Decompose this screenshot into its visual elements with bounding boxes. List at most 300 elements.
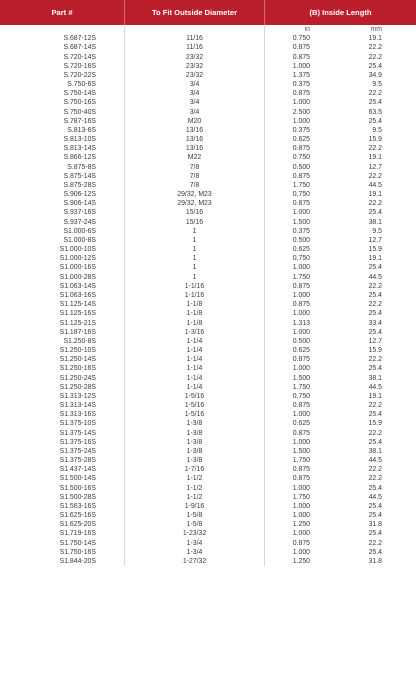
length-mm-cell: 15.9 xyxy=(368,347,382,355)
part-number-cell: S1.063-14S xyxy=(59,282,96,290)
outside-diameter-cell: 1 xyxy=(124,263,264,272)
length-mm-cell: 19.1 xyxy=(368,154,382,162)
length-mm-cell: 22.2 xyxy=(368,539,382,547)
outside-diameter-cell: 1-5/16 xyxy=(124,401,264,410)
length-mm-cell: 44.5 xyxy=(368,493,382,501)
part-number-cell: S.750-14S xyxy=(63,90,96,98)
outside-diameter-cell: 1-1/2 xyxy=(124,474,264,483)
length-in-cell: 1.000 xyxy=(264,529,340,538)
table-row xyxy=(0,429,416,438)
outside-diameter-cell: 1 xyxy=(124,273,264,282)
part-number-cell: S1.750-14S xyxy=(59,539,96,547)
part-number-cell: S1.063-16S xyxy=(59,291,96,299)
length-mm-cell: 22.2 xyxy=(368,53,382,61)
length-in-cell: 1.750 xyxy=(264,493,340,502)
length-in-cell: 1.000 xyxy=(264,364,340,373)
part-number-cell: S1.313-14S xyxy=(59,402,96,410)
table-row xyxy=(0,465,416,474)
part-number-cell: S1.125-16S xyxy=(59,310,96,318)
table-row xyxy=(0,493,416,502)
length-in-cell: 0.375 xyxy=(264,80,340,89)
table-row xyxy=(0,236,416,245)
length-in-cell: 0.875 xyxy=(264,172,340,181)
outside-diameter-cell: 1-1/4 xyxy=(124,355,264,364)
length-in-cell: 1.750 xyxy=(264,383,340,392)
length-mm-cell: 44.5 xyxy=(368,273,382,281)
length-mm-cell: 19.1 xyxy=(368,255,382,263)
length-in-cell: 1.000 xyxy=(264,438,340,447)
table-row xyxy=(0,410,416,419)
length-mm-cell: 9.5 xyxy=(372,81,382,89)
outside-diameter-cell: 1-3/4 xyxy=(124,548,264,557)
length-in-cell: 1.250 xyxy=(264,557,340,566)
length-in-cell: 0.500 xyxy=(264,236,340,245)
table-row xyxy=(0,447,416,456)
outside-diameter-cell: 1-1/4 xyxy=(124,346,264,355)
table-row xyxy=(0,419,416,428)
length-in-cell: 1.000 xyxy=(264,291,340,300)
length-in-cell: 1.500 xyxy=(264,218,340,227)
table-row xyxy=(0,557,416,566)
length-in-cell: 0.875 xyxy=(264,401,340,410)
length-in-cell: 0.875 xyxy=(264,199,340,208)
length-mm-cell: 25.4 xyxy=(368,117,382,125)
table-row xyxy=(0,291,416,300)
table-row xyxy=(0,273,416,282)
length-mm-cell: 25.4 xyxy=(368,291,382,299)
outside-diameter-cell: 1-7/16 xyxy=(124,465,264,474)
length-mm-cell: 19.1 xyxy=(368,191,382,199)
length-in-cell: 1.750 xyxy=(264,181,340,190)
units-blank-od xyxy=(124,25,264,34)
length-mm-cell: 25.4 xyxy=(368,209,382,217)
outside-diameter-cell: 3/4 xyxy=(124,80,264,89)
outside-diameter-cell: 3/4 xyxy=(124,89,264,98)
part-number-cell: S.866-12S xyxy=(63,154,96,162)
length-in-cell: 1.000 xyxy=(264,502,340,511)
part-number-cell: S.906-14S xyxy=(63,200,96,208)
length-in-cell: 1.000 xyxy=(264,263,340,272)
part-number-cell: S1.719-16S xyxy=(59,530,96,538)
part-number-cell: S1.375-24S xyxy=(59,447,96,455)
table-row xyxy=(0,438,416,447)
table-row xyxy=(0,80,416,89)
part-number-cell: S.875-8S xyxy=(67,163,96,171)
length-mm-cell: 25.4 xyxy=(368,484,382,492)
table-row xyxy=(0,374,416,383)
length-mm-cell: 38.1 xyxy=(368,447,382,455)
outside-diameter-cell: 1-5/16 xyxy=(124,410,264,419)
table-row xyxy=(0,484,416,493)
part-number-cell: S1.250-14S xyxy=(59,356,96,364)
outside-diameter-cell: 1-3/8 xyxy=(124,438,264,447)
outside-diameter-cell: 1-23/32 xyxy=(124,529,264,538)
table-row xyxy=(0,456,416,465)
spec-table-body xyxy=(0,25,416,566)
part-number-cell: S1.000-16S xyxy=(59,264,96,272)
length-mm-cell: 25.4 xyxy=(368,365,382,373)
part-number-cell: S.787-16S xyxy=(63,117,96,125)
table-row xyxy=(0,520,416,529)
length-in-cell: 0.500 xyxy=(264,163,340,172)
table-row xyxy=(0,511,416,520)
table-row xyxy=(0,401,416,410)
part-number-cell: S1.625-16S xyxy=(59,512,96,520)
part-number-cell: S.720-14S xyxy=(63,53,96,61)
outside-diameter-cell: 1-5/8 xyxy=(124,520,264,529)
outside-diameter-cell: 1-3/16 xyxy=(124,328,264,337)
length-in-cell: 0.875 xyxy=(264,429,340,438)
length-mm-cell: 19.1 xyxy=(368,35,382,43)
table-row xyxy=(0,135,416,144)
table-header xyxy=(0,0,416,25)
table-row xyxy=(0,282,416,291)
table-row xyxy=(0,227,416,236)
outside-diameter-cell: 1-5/8 xyxy=(124,511,264,520)
table-row xyxy=(0,300,416,309)
length-in-cell: 0.875 xyxy=(264,282,340,291)
part-number-cell: S.750-6S xyxy=(67,81,96,89)
length-in-cell: 0.875 xyxy=(264,474,340,483)
part-number-cell: S1.000-12S xyxy=(59,255,96,263)
outside-diameter-cell: 13/16 xyxy=(124,144,264,153)
part-number-cell: S1.313-12S xyxy=(59,392,96,400)
length-in-cell: 1.250 xyxy=(264,520,340,529)
length-in-cell: 0.625 xyxy=(264,135,340,144)
table-row xyxy=(0,144,416,153)
outside-diameter-cell: 3/4 xyxy=(124,108,264,117)
outside-diameter-cell: 1-3/8 xyxy=(124,419,264,428)
table-row xyxy=(0,62,416,71)
outside-diameter-cell: 1-1/4 xyxy=(124,337,264,346)
outside-diameter-cell: M20 xyxy=(124,117,264,126)
outside-diameter-cell: 11/16 xyxy=(124,34,264,43)
part-number-cell: S1.125-21S xyxy=(59,319,96,327)
part-number-cell: S1.375-10S xyxy=(59,420,96,428)
part-number-cell: S1.500-28S xyxy=(59,493,96,501)
length-in-cell: 0.625 xyxy=(264,419,340,428)
outside-diameter-cell: 7/8 xyxy=(124,181,264,190)
length-in-cell: 0.375 xyxy=(264,126,340,135)
length-mm-cell: 22.2 xyxy=(368,356,382,364)
part-number-cell: S.875-14S xyxy=(63,172,96,180)
length-mm-cell: 44.5 xyxy=(368,181,382,189)
table-row xyxy=(0,172,416,181)
part-number-cell: S1.250-28S xyxy=(59,383,96,391)
outside-diameter-cell: 1 xyxy=(124,245,264,254)
outside-diameter-cell: 1-3/4 xyxy=(124,539,264,548)
part-number-cell: S.750-16S xyxy=(63,99,96,107)
table-row xyxy=(0,126,416,135)
table-row xyxy=(0,364,416,373)
part-number-cell: S1.000-28S xyxy=(59,273,96,281)
length-in-cell: 2.500 xyxy=(264,108,340,117)
outside-diameter-cell: 1-1/16 xyxy=(124,282,264,291)
part-number-cell: S1.563-16S xyxy=(59,502,96,510)
length-mm-cell: 25.4 xyxy=(368,328,382,336)
length-mm-cell: 25.4 xyxy=(368,62,382,70)
length-in-cell: 0.875 xyxy=(264,89,340,98)
outside-diameter-cell: 1-27/32 xyxy=(124,557,264,566)
part-number-cell: S.937-24S xyxy=(63,218,96,226)
outside-diameter-cell: 15/16 xyxy=(124,218,264,227)
table-row xyxy=(0,548,416,557)
outside-diameter-cell: 11/16 xyxy=(124,43,264,52)
outside-diameter-cell: 1 xyxy=(124,227,264,236)
outside-diameter-cell: 1-3/8 xyxy=(124,456,264,465)
part-number-cell: S.687-14S xyxy=(63,44,96,52)
outside-diameter-cell: 1-1/8 xyxy=(124,309,264,318)
table-row xyxy=(0,245,416,254)
table-row xyxy=(0,474,416,483)
length-mm-cell: 38.1 xyxy=(368,218,382,226)
length-mm-cell: 22.2 xyxy=(368,172,382,180)
length-mm-cell: 22.2 xyxy=(368,44,382,52)
length-mm-cell: 25.4 xyxy=(368,264,382,272)
table-row xyxy=(0,208,416,217)
outside-diameter-cell: 29/32, M23 xyxy=(124,199,264,208)
outside-diameter-cell: 29/32, M23 xyxy=(124,190,264,199)
table-row xyxy=(0,337,416,346)
length-mm-cell: 12.7 xyxy=(368,337,382,345)
table-row xyxy=(0,263,416,272)
outside-diameter-cell: 23/32 xyxy=(124,53,264,62)
table-row xyxy=(0,309,416,318)
length-in-cell: 1.750 xyxy=(264,273,340,282)
length-mm-cell: 31.8 xyxy=(368,557,382,565)
table-row xyxy=(0,355,416,364)
length-mm-cell: 25.4 xyxy=(368,99,382,107)
outside-diameter-cell: M22 xyxy=(124,153,264,162)
outside-diameter-cell: 7/8 xyxy=(124,172,264,181)
length-in-cell: 1.000 xyxy=(264,548,340,557)
part-number-cell: S.813-14S xyxy=(63,145,96,153)
outside-diameter-cell: 3/4 xyxy=(124,98,264,107)
header-inside-length: (B) Inside Length xyxy=(264,0,416,25)
length-in-cell: 0.875 xyxy=(264,300,340,309)
part-number-cell: S1.375-28S xyxy=(59,457,96,465)
length-mm-cell: 25.4 xyxy=(368,548,382,556)
table-row xyxy=(0,71,416,80)
length-in-cell: 0.750 xyxy=(264,153,340,162)
outside-diameter-cell: 1-5/16 xyxy=(124,392,264,401)
part-number-cell: S1.313-16S xyxy=(59,411,96,419)
length-mm-cell: 22.2 xyxy=(368,429,382,437)
length-mm-cell: 19.1 xyxy=(368,392,382,400)
length-in-cell: 0.500 xyxy=(264,337,340,346)
table-row xyxy=(0,43,416,52)
part-number-cell: S.720-22S xyxy=(63,71,96,79)
header-part-number: Part # xyxy=(51,8,73,17)
length-mm-cell: 22.2 xyxy=(368,145,382,153)
length-mm-cell: 44.5 xyxy=(368,383,382,391)
outside-diameter-cell: 1-1/4 xyxy=(124,383,264,392)
length-in-cell: 1.000 xyxy=(264,208,340,217)
length-mm-cell: 22.2 xyxy=(368,466,382,474)
length-in-cell: 0.625 xyxy=(264,346,340,355)
length-in-cell: 0.875 xyxy=(264,43,340,52)
table-row xyxy=(0,190,416,199)
length-mm-cell: 25.4 xyxy=(368,310,382,318)
table-row xyxy=(0,254,416,263)
outside-diameter-cell: 7/8 xyxy=(124,163,264,172)
part-number-cell: S.813-10S xyxy=(63,136,96,144)
table-row xyxy=(0,153,416,162)
part-number-cell: S1.125-14S xyxy=(59,301,96,309)
length-mm-cell: 38.1 xyxy=(368,374,382,382)
table-row xyxy=(0,89,416,98)
outside-diameter-cell: 23/32 xyxy=(124,62,264,71)
part-number-cell: S1.500-16S xyxy=(59,484,96,492)
length-mm-cell: 25.4 xyxy=(368,502,382,510)
length-in-cell: 1.500 xyxy=(264,374,340,383)
length-in-cell: 1.000 xyxy=(264,62,340,71)
length-in-cell: 0.875 xyxy=(264,355,340,364)
part-number-cell: S1.250-24S xyxy=(59,374,96,382)
units-blank-part xyxy=(0,25,124,34)
length-mm-cell: 22.2 xyxy=(368,282,382,290)
table-row xyxy=(0,199,416,208)
table-row xyxy=(0,346,416,355)
length-in-cell: 0.875 xyxy=(264,144,340,153)
table-row xyxy=(0,502,416,511)
table-row xyxy=(0,98,416,107)
outside-diameter-cell: 1-1/2 xyxy=(124,484,264,493)
part-number-cell: S1.844-20S xyxy=(59,557,96,565)
length-in-cell: 1.750 xyxy=(264,456,340,465)
part-number-cell: S1.625-20S xyxy=(59,521,96,529)
table-row xyxy=(0,218,416,227)
length-mm-cell: 34.9 xyxy=(368,71,382,79)
length-mm-cell: 15.9 xyxy=(368,420,382,428)
table-row xyxy=(0,539,416,548)
length-in-cell: 1.000 xyxy=(264,511,340,520)
outside-diameter-cell: 1-3/8 xyxy=(124,447,264,456)
length-in-cell: 1.000 xyxy=(264,410,340,419)
length-in-cell: 1.000 xyxy=(264,328,340,337)
outside-diameter-cell: 13/16 xyxy=(124,135,264,144)
part-number-cell: S1.437-14S xyxy=(59,466,96,474)
length-mm-cell: 25.4 xyxy=(368,512,382,520)
outside-diameter-cell: 1 xyxy=(124,236,264,245)
length-mm-cell: 25.4 xyxy=(368,530,382,538)
length-mm-cell: 22.2 xyxy=(368,90,382,98)
length-mm-cell: 22.2 xyxy=(368,475,382,483)
outside-diameter-cell: 1-1/16 xyxy=(124,291,264,300)
outside-diameter-cell: 1-3/8 xyxy=(124,429,264,438)
part-number-cell: S.687-12S xyxy=(63,35,96,43)
length-in-cell: 1.000 xyxy=(264,98,340,107)
length-mm-cell: 63.5 xyxy=(368,108,382,116)
table-row xyxy=(0,181,416,190)
length-mm-cell: 44.5 xyxy=(368,457,382,465)
length-in-cell: 0.375 xyxy=(264,227,340,236)
length-in-cell: 0.750 xyxy=(264,34,340,43)
part-number-cell: S1.500-14S xyxy=(59,475,96,483)
length-in-cell: 0.750 xyxy=(264,190,340,199)
length-in-cell: 0.875 xyxy=(264,465,340,474)
outside-diameter-cell: 1 xyxy=(124,254,264,263)
table-row xyxy=(0,117,416,126)
outside-diameter-cell: 1-1/4 xyxy=(124,364,264,373)
length-mm-cell: 9.5 xyxy=(372,126,382,134)
length-in-cell: 0.625 xyxy=(264,245,340,254)
part-number-cell: S.750-40S xyxy=(63,108,96,116)
length-in-cell: 0.875 xyxy=(264,53,340,62)
table-row xyxy=(0,53,416,62)
part-number-cell: S1.000-8S xyxy=(63,236,96,244)
table-row xyxy=(0,529,416,538)
outside-diameter-cell: 1-1/8 xyxy=(124,300,264,309)
part-number-cell: S1.375-16S xyxy=(59,438,96,446)
part-number-cell: S1.187-16S xyxy=(59,328,96,336)
part-number-cell: S.937-16S xyxy=(63,209,96,217)
part-number-cell: S1.750-16S xyxy=(59,548,96,556)
outside-diameter-cell: 23/32 xyxy=(124,71,264,80)
outside-diameter-cell: 1-1/8 xyxy=(124,319,264,328)
part-number-cell: S1.250-10S xyxy=(59,347,96,355)
part-number-cell: S1.250-16S xyxy=(59,365,96,373)
units-inches: in xyxy=(264,25,340,34)
length-mm-cell: 15.9 xyxy=(368,246,382,254)
length-in-cell: 0.750 xyxy=(264,392,340,401)
table-row xyxy=(0,163,416,172)
outside-diameter-cell: 1-1/4 xyxy=(124,374,264,383)
length-mm-cell: 25.4 xyxy=(368,411,382,419)
length-mm-cell: 31.8 xyxy=(368,521,382,529)
units-row xyxy=(0,25,416,34)
outside-diameter-cell: 13/16 xyxy=(124,126,264,135)
length-mm-cell: 9.5 xyxy=(372,227,382,235)
part-number-cell: S1.375-14S xyxy=(59,429,96,437)
length-mm-cell: 12.7 xyxy=(368,236,382,244)
part-number-cell: S.813-6S xyxy=(67,126,96,134)
length-mm-cell: 22.2 xyxy=(368,301,382,309)
length-mm-cell: 22.2 xyxy=(368,402,382,410)
length-mm-cell: 12.7 xyxy=(368,163,382,171)
length-mm-cell: 33.4 xyxy=(368,319,382,327)
length-in-cell: 1.000 xyxy=(264,117,340,126)
part-number-cell: S.720-16S xyxy=(63,62,96,70)
part-number-cell: S.906-12S xyxy=(63,191,96,199)
table-row xyxy=(0,108,416,117)
part-number-cell: S1.000-10S xyxy=(59,246,96,254)
length-in-cell: 1.313 xyxy=(264,319,340,328)
outside-diameter-cell: 1-1/2 xyxy=(124,493,264,502)
length-mm-cell: 25.4 xyxy=(368,438,382,446)
table-row xyxy=(0,34,416,43)
part-number-cell: S1.000-6S xyxy=(63,227,96,235)
length-in-cell: 0.875 xyxy=(264,539,340,548)
table-row xyxy=(0,319,416,328)
length-in-cell: 1.375 xyxy=(264,71,340,80)
length-in-cell: 1.000 xyxy=(264,484,340,493)
length-in-cell: 1.000 xyxy=(264,309,340,318)
outside-diameter-cell: 1-9/16 xyxy=(124,502,264,511)
table-row xyxy=(0,392,416,401)
units-millimeters: mm xyxy=(370,26,382,33)
header-outside-diameter: To Fit Outside Diameter xyxy=(124,0,264,25)
part-number-cell: S1.250-8S xyxy=(63,337,96,345)
part-number-cell: S.875-28S xyxy=(63,181,96,189)
length-mm-cell: 15.9 xyxy=(368,136,382,144)
table-row xyxy=(0,328,416,337)
length-in-cell: 0.750 xyxy=(264,254,340,263)
length-mm-cell: 22.2 xyxy=(368,200,382,208)
length-in-cell: 1.500 xyxy=(264,447,340,456)
table-row xyxy=(0,383,416,392)
table-rows xyxy=(0,34,416,566)
